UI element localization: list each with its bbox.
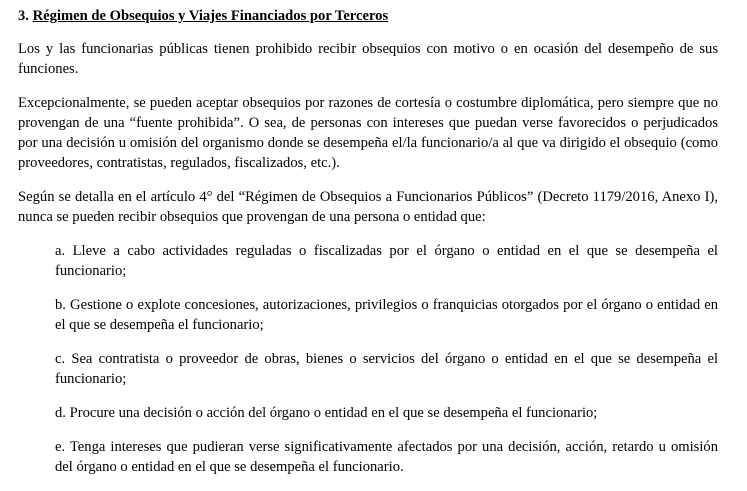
- section-heading: [18, 6, 718, 26]
- list-item-e: e. Tenga intereses que pudieran verse significativamente afectados por una decisión, acción, retardo u omisión del órgano o entidad en el que se desempeña el funcionario.: [55, 439, 718, 475]
- list-item-c: c. Sea contratista o proveedor de obras, bienes o servicios del órgano o entidad en el que se desempeña el funcionario;: [55, 351, 718, 387]
- list-item-b: b. Gestione o explote concesiones, autorizaciones, privilegios o franquicias otorgados por el órgano o entidad en el que se desempeña el funcionario;: [55, 297, 718, 333]
- section-title: Régimen de Obsequios y Viajes Financiados por Terceros: [32, 8, 389, 24]
- paragraph-exception: Excepcionalmente, se pueden aceptar obsequios por razones de cortesía o costumbre diplomática, pero siempre que no provengan de una “fuente prohibida”. O sea, de personas con intereses que puedan verse favorecidos o perjudicados por una decisión u omisión del organismo donde se desempeña el/la funcionario/a al que va dirigido el obsequio (como proveedores, contratistas, regulados, fiscalizados, etc.).: [18, 95, 718, 171]
- list-item-d: d. Procure una decisión o acción del órgano o entidad en el que se desempeña el funcionario;: [55, 405, 598, 421]
- section-number: 3.: [18, 8, 29, 24]
- paragraph-prohibition: Los y las funcionarias públicas tienen prohibido recibir obsequios con motivo o en ocasión del desempeño de sus funciones.: [18, 41, 718, 77]
- list-item-a: a. Lleve a cabo actividades reguladas o fiscalizadas por el órgano o entidad en el que se desempeña el funcionario;: [55, 243, 718, 279]
- document-page: [18, 6, 718, 491]
- paragraph-article-4: Según se detalla en el artículo 4° del “Régimen de Obsequios a Funcionarios Públicos” (Decreto 1179/2016, Anexo I), nunca se pueden recibir obsequios que provengan de una persona o entidad que:: [18, 189, 718, 225]
